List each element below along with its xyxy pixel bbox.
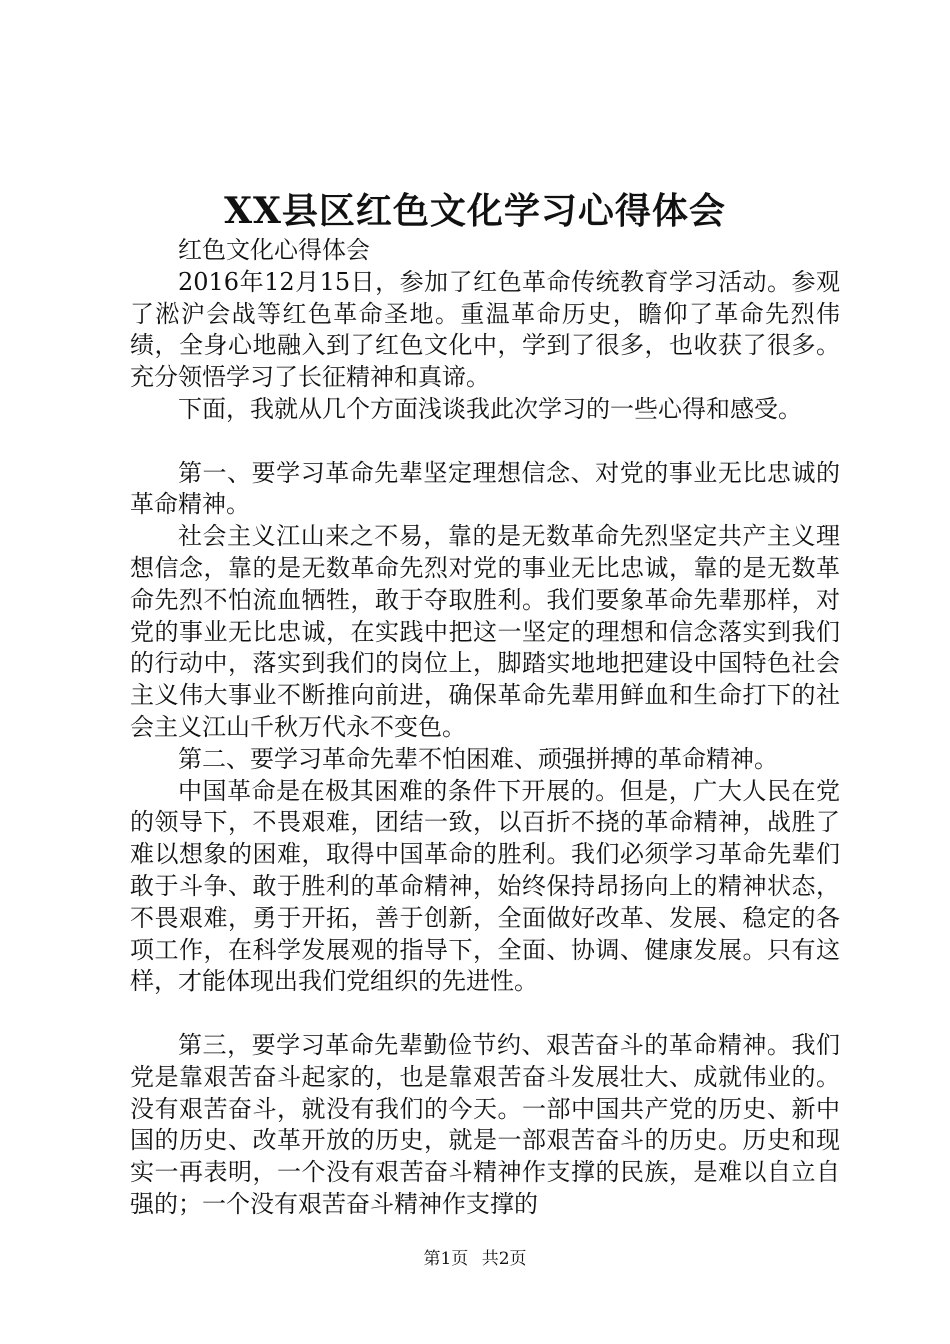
document-title: XX县区红色文化学习心得体会 [224,190,726,232]
paragraph-point-three: 第三，要学习革命先辈勤俭节约、艰苦奋斗的革命精神。我们党是靠艰苦奋斗起家的，也是靠艰苦奋斗发展壮大、成就伟业的。没有艰苦奋斗，就没有我们的今天。一部中国共产党的历史、新中国的历史、改革开放的历史，就是一部艰苦奋斗的历史。历史和现实一再表明，一个没有艰苦奋斗精神作支撑的民族，是难以自立自强的；一个没有艰苦奋斗精神作支撑的 [130,1030,840,1218]
paragraph-point-two-body: 中国革命是在极其困难的条件下开展的。但是，广大人民在党的领导下，不畏艰难，团结一致，以百折不挠的革命精神，战胜了难以想象的困难，取得中国革命的胜利。我们必须学习革命先辈们敢于斗争、敢于胜利的革命精神，始终保持昂扬向上的精神状态，不畏艰难，勇于开拓，善于创新，全面做好改革、发展、稳定的各项工作，在科学发展观的指导下，全面、协调、健康发展。只有这样，才能体现出我们党组织的先进性。 [130,776,840,996]
paragraph-transition: 下面，我就从几个方面浅谈我此次学习的一些心得和感受。 [178,394,802,423]
paragraph-point-one-heading: 第一、要学习革命先辈坚定理想信念、对党的事业无比忠诚的革命精神。 [130,458,840,519]
page-number: 第1页 [423,1249,469,1269]
document-body [130,235,840,1221]
paragraph-subtitle: 红色文化心得体会 [178,236,370,264]
blank-line [130,426,840,458]
paragraph-point-two-heading: 第二、要学习革命先辈不怕困难、顽强拼搏的革命精神。 [178,744,778,773]
page-total: 共2页 [481,1249,527,1269]
blank-line [130,998,840,1030]
paragraph-intro: 2016年12月15日，参加了红色革命传统教育学习活动。参观了淞沪会战等红色革命圣地。重温革命历史，瞻仰了革命先烈伟绩，全身心地融入到了红色文化中，学到了很多，也收获了很多。充分领悟学习了长征精神和真谛。 [130,267,840,392]
paragraph-point-one-body: 社会主义江山来之不易，靠的是无数革命先烈坚定共产主义理想信念，靠的是无数革命先烈对党的事业无比忠诚，靠的是无数革命先烈不怕流血牺牲，敢于夺取胜利。我们要象革命先辈那样，对党的事业无比忠诚，在实践中把这一坚定的理想和信念落实到我们的行动中，落实到我们的岗位上，脚踏实地地把建设中国特色社会主义伟大事业不断推向前进，确保革命先辈用鲜血和生命打下的社会主义江山千秋万代永不变色。 [130,522,840,741]
page-footer [0,1247,950,1271]
